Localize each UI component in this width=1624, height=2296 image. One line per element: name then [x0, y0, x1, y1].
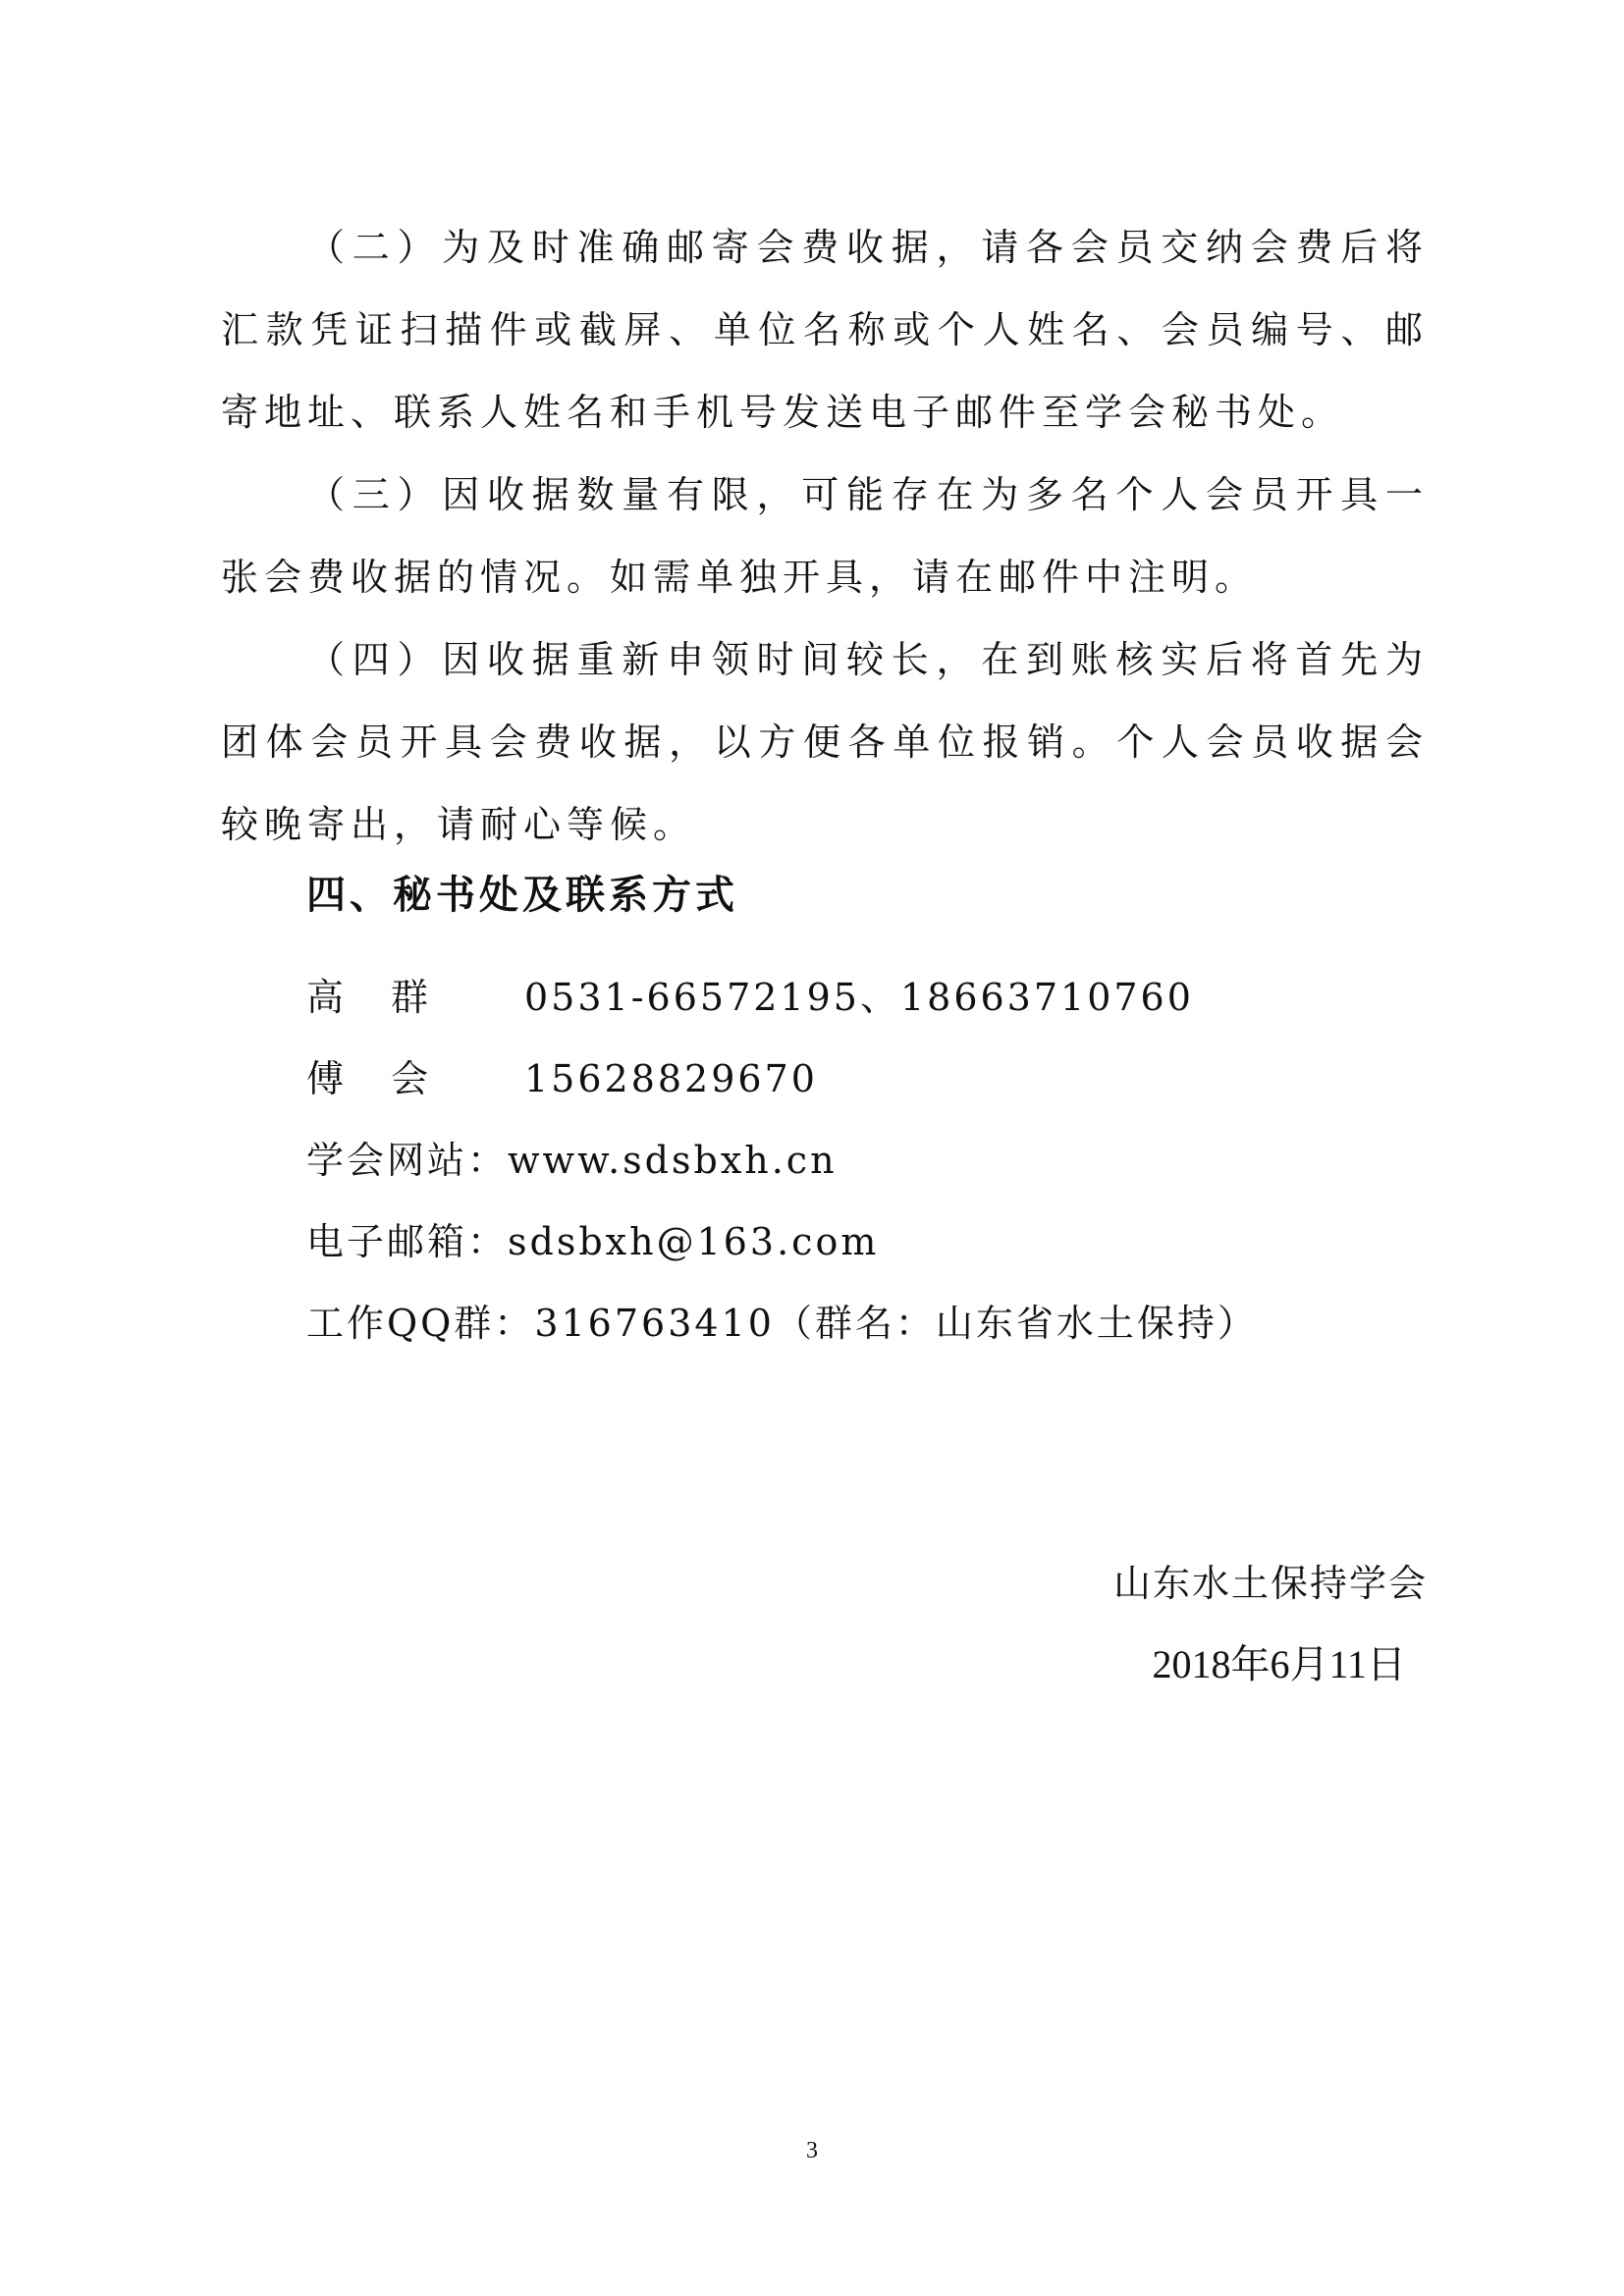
contact-value: 0531-66572195、18663710760: [524, 976, 1194, 1019]
contact-qq-group: [306, 1293, 1258, 1347]
contact-label: 电子邮箱：: [306, 1220, 509, 1263]
contact-label: 傅会: [306, 1057, 476, 1100]
paragraph-3: （三）因收据数量有限，可能存在为多名个人会员开具一张会费收据的情况。如需单独开具，请在邮件中注明。: [221, 473, 1429, 599]
contact-email: [306, 1211, 879, 1265]
page-number: 3: [806, 2138, 818, 2163]
section-heading: 四、秘书处及联系方式: [306, 873, 738, 918]
contact-website: [306, 1130, 838, 1184]
contact-fu: [306, 1048, 818, 1102]
contact-label: 工作QQ群：: [306, 1302, 535, 1345]
paragraph-4: （四）因收据重新申领时间较长，在到账核实后将首先为团体会员开具会费收据，以方便各单位报销。个人会员收据会较晚寄出，请耐心等候。: [221, 638, 1429, 846]
contact-label: 学会网站：: [306, 1139, 509, 1182]
signature-date: 2018年6月11日: [1152, 1642, 1406, 1686]
notice-body: [221, 206, 1429, 866]
contact-label: 高群: [306, 976, 476, 1019]
email-link[interactable]: sdsbxh@163.com: [508, 1220, 880, 1263]
contact-gao: [306, 967, 1194, 1021]
contact-value: 15628829670: [524, 1057, 818, 1100]
website-link[interactable]: www.sdsbxh.cn: [508, 1139, 838, 1182]
contact-value: 316763410（群名：山东省水土保持）: [534, 1302, 1258, 1345]
paragraph-2: （二）为及时准确邮寄会费收据，请各会员交纳会费后将汇款凭证扫描件或截屏、单位名称或个人姓名、会员编号、邮寄地址、联系人姓名和手机号发送电子邮件至学会秘书处。: [221, 226, 1429, 434]
signature-organization: 山东水土保持学会: [1112, 1562, 1428, 1605]
